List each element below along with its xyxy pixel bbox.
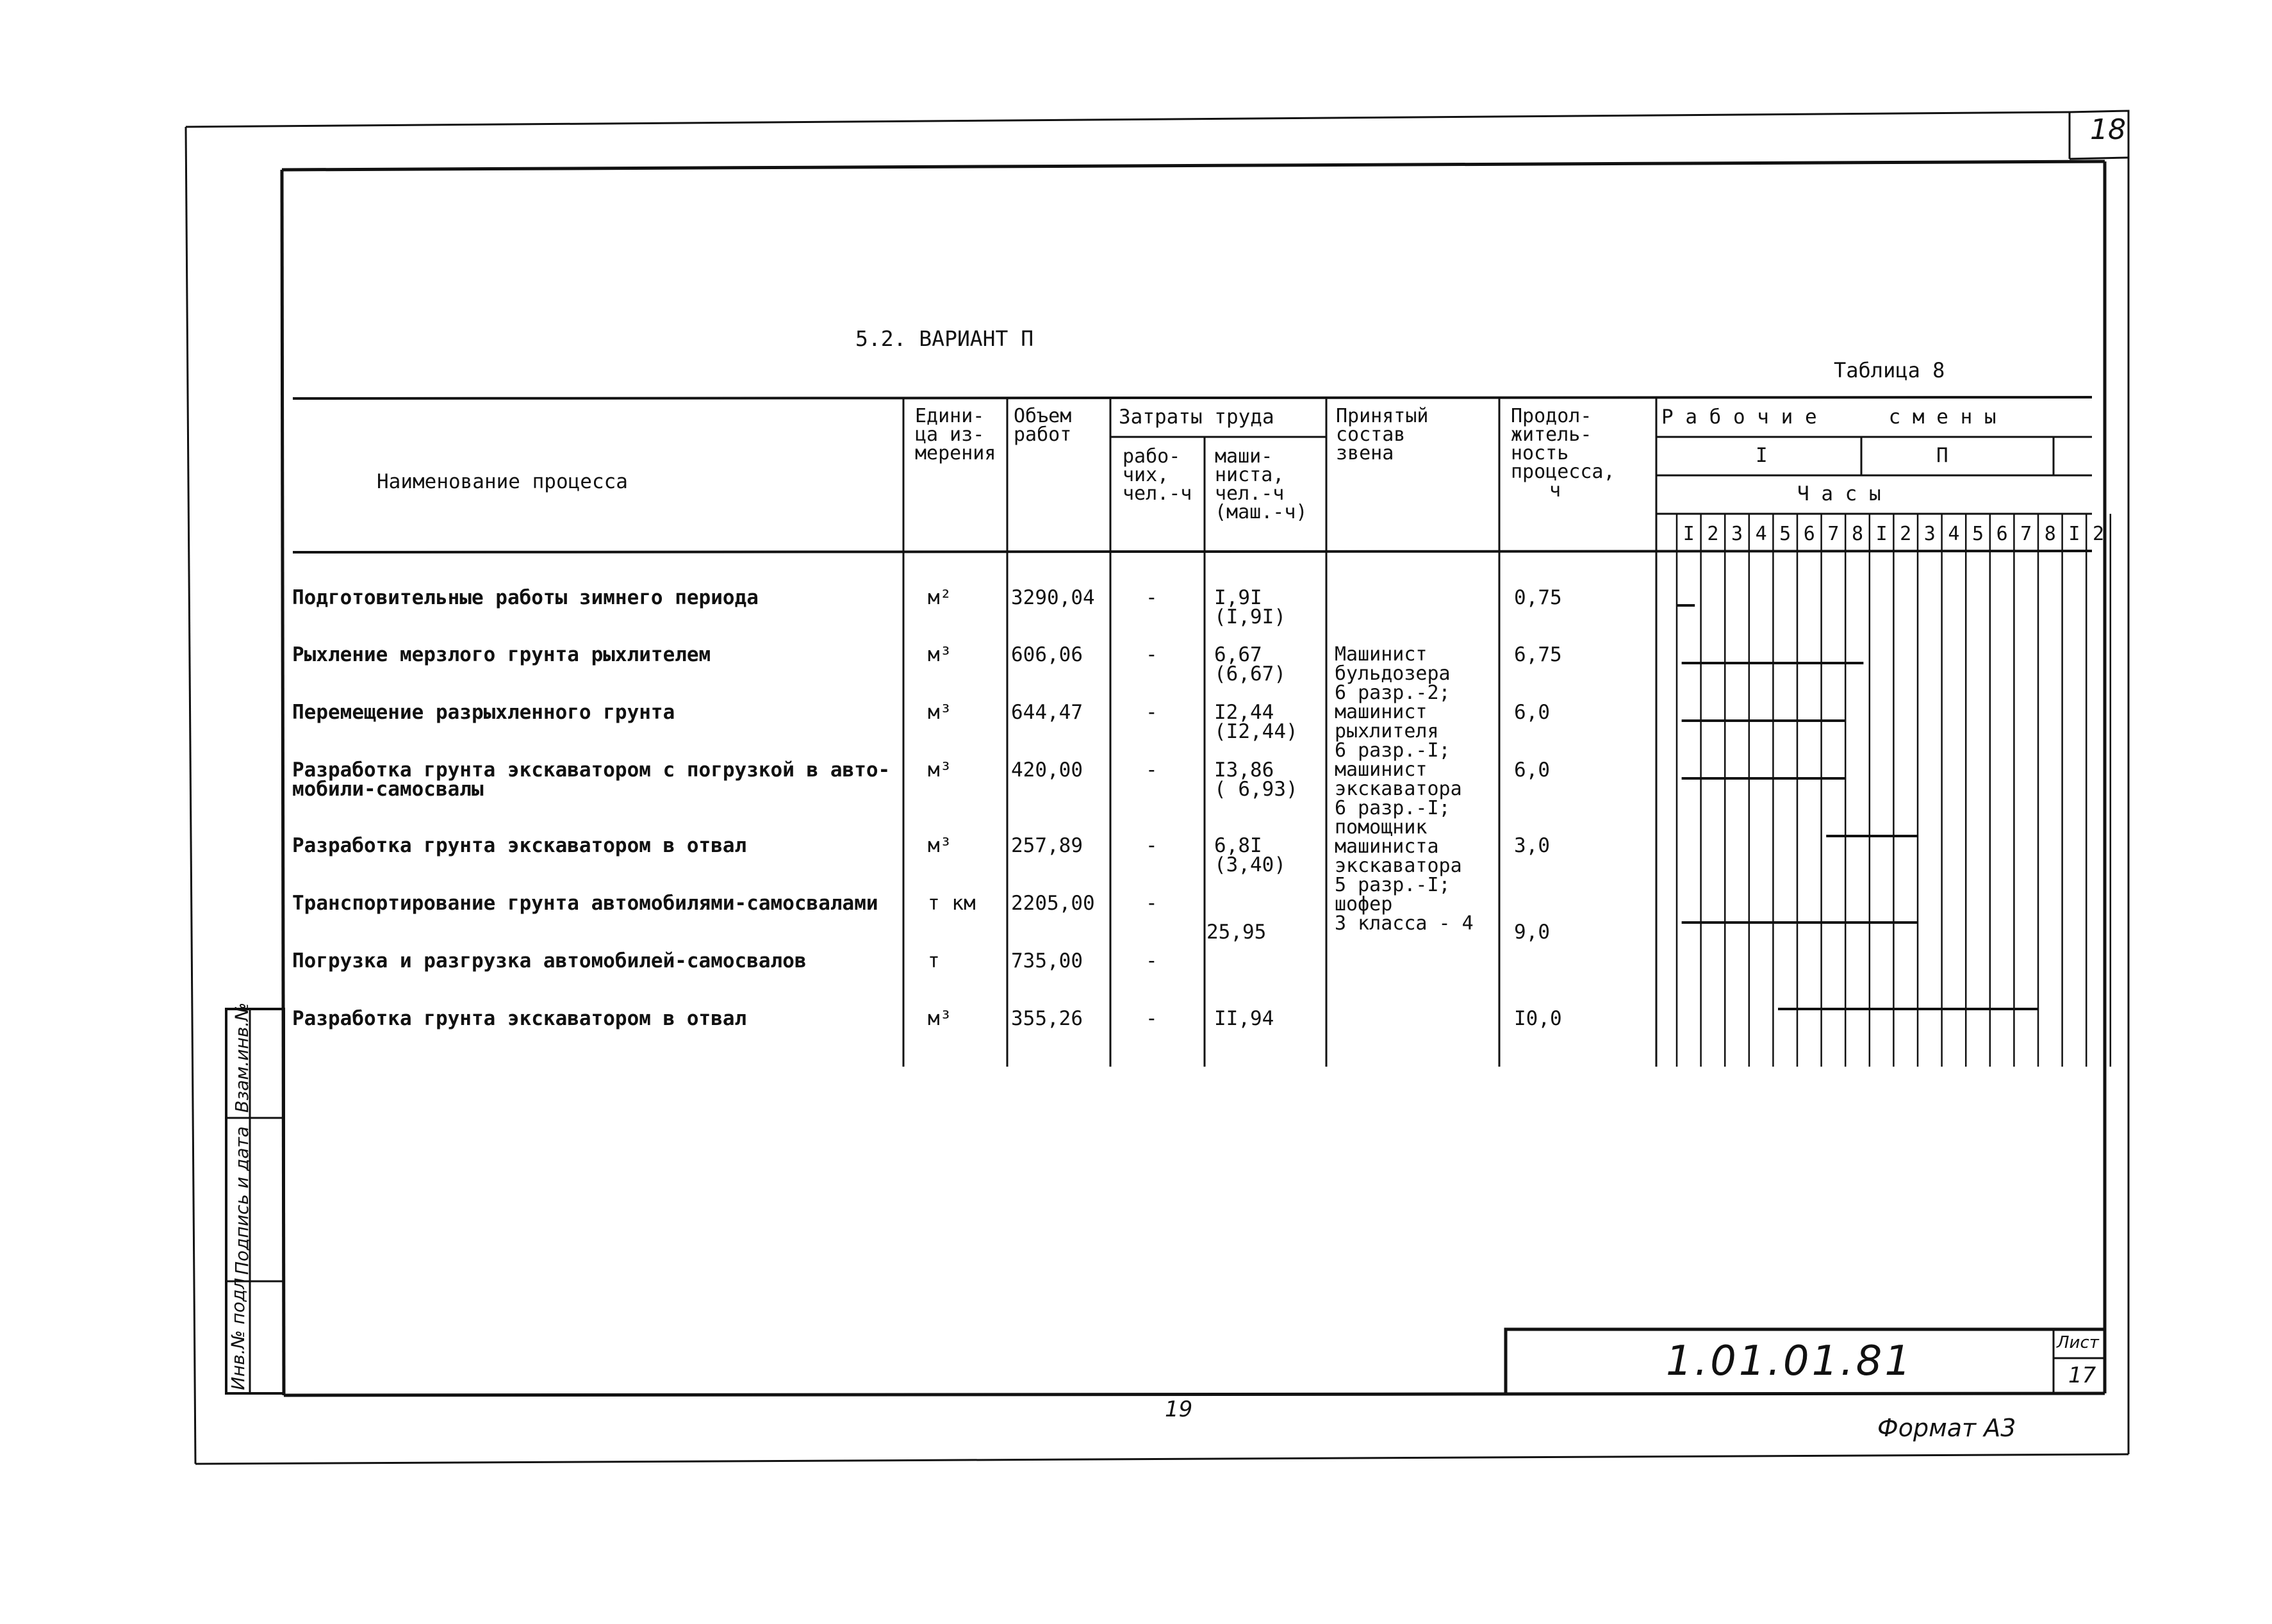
row-unit: м³ — [928, 759, 952, 782]
row-duration: 6,75 — [1514, 643, 1562, 666]
row-volume: 735,00 — [1011, 949, 1083, 972]
row-volume: 3290,04 — [1011, 586, 1095, 609]
gantt-hour-label: 3 — [1923, 523, 1936, 545]
gantt-hour-label: 5 — [1972, 523, 1984, 545]
format-label: Формат А3 — [1877, 1414, 2016, 1442]
row-workers: - — [1146, 759, 1158, 782]
row-workers: - — [1146, 834, 1158, 857]
row-volume: 2205,00 — [1011, 892, 1095, 915]
row-name — [292, 703, 675, 722]
row-machinists — [1214, 836, 1286, 874]
header-shift-1: I — [1756, 444, 1768, 467]
header-shift-2: П — [1936, 444, 1948, 467]
sheet-label: Лист — [2057, 1333, 2099, 1352]
row-machinists-line: 6,8I — [1214, 834, 1262, 857]
row-machinists — [1214, 588, 1286, 627]
gantt-hour-label: 2 — [2092, 523, 2105, 545]
row-workers: - — [1146, 892, 1158, 915]
header-volume: Объем работ — [1014, 405, 1072, 446]
row-machinists-line: I3,86 — [1214, 759, 1274, 782]
row-machinists-line: (3,40) — [1214, 853, 1286, 876]
row-machinists-line: I2,44 — [1214, 701, 1274, 724]
header-hours: Ч а с ы — [1797, 482, 1881, 505]
row-duration: 0,75 — [1514, 586, 1562, 609]
gantt-hour-label: I — [2068, 523, 2080, 545]
side-stamp-vzam-inv: Взам.инв.№ — [231, 1002, 252, 1113]
gantt-hour-label: 7 — [2020, 523, 2032, 545]
row-unit: м³ — [928, 643, 952, 666]
gantt-hour-label: 8 — [2044, 523, 2056, 545]
gantt-hour-label: 6 — [1803, 523, 1815, 545]
row-unit: м³ — [928, 1007, 952, 1030]
header-crew: Принятый состав звена — [1336, 405, 1429, 464]
row-machinists-line: 6,67 — [1214, 643, 1262, 666]
row-name — [292, 588, 759, 607]
sheet-number: 17 — [2068, 1363, 2096, 1388]
row-volume: 355,26 — [1011, 1007, 1083, 1030]
row-machinists — [1214, 645, 1286, 684]
gantt-hour-label: 3 — [1731, 523, 1743, 545]
row-duration: 3,0 — [1514, 834, 1550, 857]
row-name-line: Разработка грунта экскаватором в отвал — [292, 834, 747, 857]
row-name — [292, 1009, 746, 1028]
row-name-line: Рыхление мерзлого грунта рыхлителем — [292, 643, 711, 666]
row-duration: 6,0 — [1514, 759, 1550, 782]
row-workers: - — [1146, 586, 1158, 609]
table-label: Таблица 8 — [1834, 358, 1945, 382]
row-name — [292, 760, 890, 799]
gantt-hour-label: I — [1875, 523, 1888, 545]
row-unit: т км — [928, 892, 976, 915]
row-volume: 606,06 — [1011, 643, 1083, 666]
gantt-hour-label: 6 — [1996, 523, 2008, 545]
row-machinists — [1214, 1009, 1274, 1028]
header-labor: Затраты труда — [1119, 406, 1274, 429]
row-workers: - — [1146, 701, 1158, 724]
header-duration: Продол- житель- ность процесса, ч — [1511, 405, 1615, 502]
row-unit: м³ — [928, 834, 952, 857]
row-name — [292, 645, 711, 664]
header-labor-workers: рабо- чих, чел.-ч — [1123, 445, 1192, 505]
gantt-hour-label: 8 — [1851, 523, 1864, 545]
gantt-hour-label: 5 — [1779, 523, 1791, 545]
bottom-page-number: 19 — [1165, 1397, 1193, 1422]
row-machinists — [1214, 760, 1298, 799]
row-name-line: Перемещение разрыхленного грунта — [292, 701, 675, 724]
row-name-line: мобили-самосвалы — [292, 778, 484, 801]
document-code: 1.01.01.81 — [1666, 1338, 1914, 1385]
row-name-line: Подготовительные работы зимнего периода — [292, 586, 759, 609]
gantt-hour-label: I — [1683, 523, 1695, 545]
row-machinists — [1214, 703, 1298, 741]
row-workers: - — [1146, 1007, 1158, 1030]
side-stamp-inv-podl: Инв.№ подл — [227, 1277, 249, 1390]
row-name-line: Погрузка и разгрузка автомобилей-самосвалов — [292, 949, 807, 972]
row-unit: т — [928, 949, 940, 972]
row-machinists-line: (I2,44) — [1214, 720, 1298, 743]
header-unit: Едини- ца из- мерения — [915, 405, 996, 464]
row-machinists-line: (6,67) — [1214, 662, 1286, 685]
row-unit: м² — [928, 586, 952, 609]
row-machinists-line: II,94 — [1214, 1007, 1274, 1030]
row-name — [292, 894, 878, 913]
side-stamp-sign-date: Подпись и дата — [231, 1126, 252, 1275]
row-duration: I0,0 — [1514, 1007, 1562, 1030]
gantt-hour-label: 2 — [1707, 523, 1719, 545]
gantt-hour-label: 2 — [1900, 523, 1912, 545]
row-name — [292, 836, 746, 855]
header-process-name: Наименование процесса — [377, 470, 628, 493]
header-labor-machinists: маши- ниста, чел.-ч (маш.-ч) — [1215, 445, 1308, 523]
row-workers: - — [1146, 643, 1158, 666]
row-machinists-line: I,9I — [1214, 586, 1262, 609]
row-workers: - — [1146, 949, 1158, 972]
row-volume: 644,47 — [1011, 701, 1083, 724]
corner-page-number: 18 — [2090, 113, 2126, 146]
row-name — [292, 951, 807, 971]
merged-machinists-value: 25,95 — [1206, 921, 1267, 944]
section-title: 5.2. ВАРИАНТ П — [855, 326, 1034, 351]
row-name-line: Разработка грунта экскаватором в отвал — [292, 1007, 747, 1030]
row-name-line: Разработка грунта экскаватором с погрузкой в авто- — [292, 759, 891, 782]
header-shifts: Р а б о ч и е с м е н ы — [1661, 406, 1996, 429]
merged-duration-value: 9,0 — [1514, 921, 1550, 944]
row-duration: 6,0 — [1514, 701, 1550, 724]
gantt-hour-label: 4 — [1948, 523, 1960, 545]
row-machinists-line: ( 6,93) — [1214, 778, 1298, 801]
side-stamp — [227, 1277, 249, 1409]
row-name-line: Транспортирование грунта автомобилями-самосвалами — [292, 892, 878, 915]
gantt-hour-label: 4 — [1755, 523, 1767, 545]
gantt-hour-label: 7 — [1827, 523, 1840, 545]
crew-composition: Машинист бульдозера 6 разр.-2; машинист рыхлителя 6 разр.-I; машинист экскаватора 6 разр.-I; помощник машиниста экскаватора 5 разр.-I; шофер 3 класса - 4 — [1335, 643, 1474, 935]
row-unit: м³ — [928, 701, 952, 724]
row-volume: 257,89 — [1011, 834, 1083, 857]
row-volume: 420,00 — [1011, 759, 1083, 782]
row-machinists-line: (I,9I) — [1214, 605, 1286, 628]
